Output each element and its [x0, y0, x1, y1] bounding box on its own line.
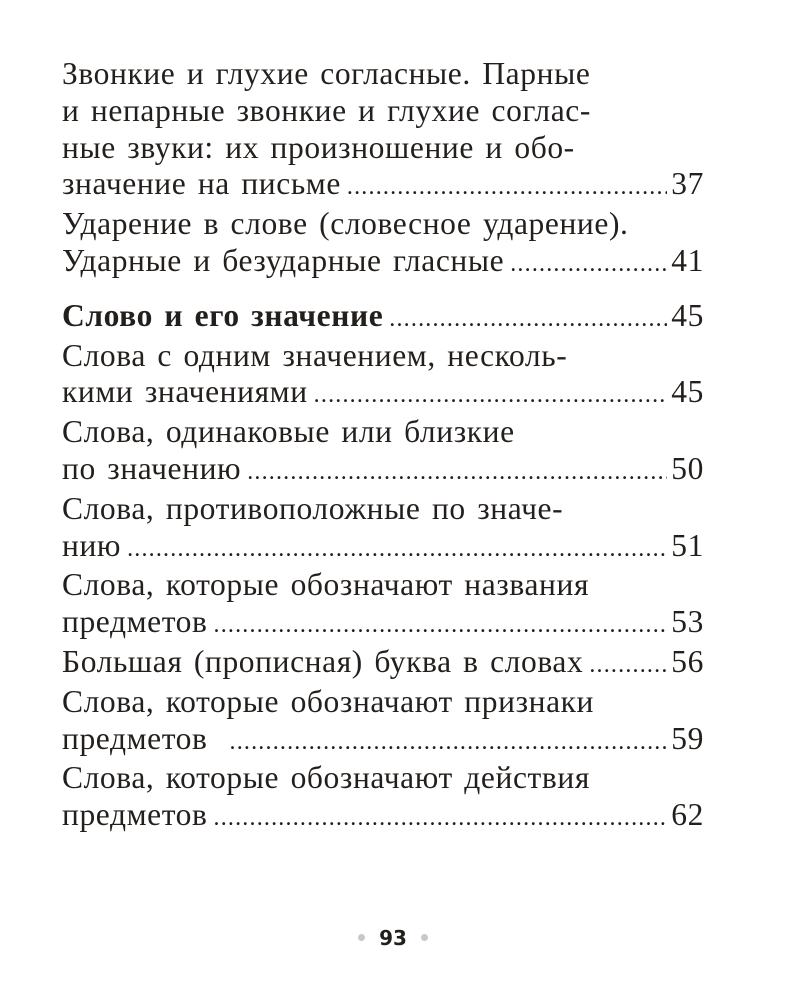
page-number: 37 — [671, 166, 704, 202]
page-number: 50 — [671, 450, 704, 486]
dot-leader — [127, 531, 667, 568]
toc-entry-voiced-voiceless-consonants[interactable] — [62, 56, 704, 206]
toc-entry-verbs[interactable] — [62, 760, 704, 837]
dot-leader — [314, 377, 668, 414]
toc-entry-text: Слова, которые обозначают названия — [62, 567, 590, 603]
page-number: 45 — [671, 297, 704, 333]
section-heading: Слово и его значение — [62, 297, 384, 333]
toc-entry-nouns[interactable] — [62, 567, 704, 644]
table-of-contents — [62, 56, 704, 837]
page-number: 41 — [671, 242, 704, 278]
toc-entry-text: Слова, противоположные по значе- — [62, 490, 564, 526]
toc-entry-text: Слова, одинаковые или близкие — [62, 414, 515, 450]
toc-entry-text: Слова, которые обозначают признаки — [62, 683, 595, 719]
toc-entry-antonyms[interactable] — [62, 491, 704, 568]
toc-entry-text: Слова, которые обозначают действия — [62, 760, 590, 796]
toc-entry-text: Ударение в слове (словесное ударение). — [62, 206, 629, 242]
page-footer — [0, 926, 786, 950]
page-number: 53 — [671, 604, 704, 640]
toc-entry-text: кими значениями — [62, 374, 308, 410]
page-number: 62 — [671, 797, 704, 833]
toc-entry-synonyms[interactable] — [62, 414, 704, 491]
toc-entry-adjectives[interactable] — [62, 684, 704, 761]
dot-leader — [214, 607, 668, 644]
folio-page-number: 93 — [379, 926, 407, 950]
dot-leader — [589, 647, 667, 684]
toc-entry-text: Ударные и безударные гласные — [62, 242, 505, 278]
dot-leader — [389, 301, 667, 338]
toc-entry-text: ные звуки: их произношение и обо- — [62, 129, 575, 165]
dot-leader — [230, 724, 668, 761]
toc-entry-capital-letter[interactable] — [62, 644, 704, 684]
page-number: 59 — [671, 720, 704, 756]
dot-leader — [347, 169, 667, 206]
page-number: 51 — [671, 527, 704, 563]
dot-leader — [247, 454, 667, 491]
page-number: 45 — [671, 374, 704, 410]
toc-entry-text: предметов — [62, 797, 208, 833]
dot-leader — [510, 246, 667, 283]
bullet-dot-icon — [421, 934, 428, 941]
toc-entry-single-multiple-meanings[interactable] — [62, 338, 704, 415]
toc-entry-text: нию — [62, 527, 122, 563]
bullet-dot-icon — [358, 934, 365, 941]
toc-entry-text: по значению — [62, 450, 242, 486]
dot-leader — [214, 800, 668, 837]
toc-entry-stress[interactable] — [62, 206, 704, 283]
toc-entry-text: предметов — [62, 720, 208, 756]
toc-entry-text: значение на письме — [62, 166, 341, 202]
toc-entry-text: Слова с одним значением, несколь- — [62, 337, 568, 373]
toc-entry-text: предметов — [62, 604, 208, 640]
toc-entry-text: и непарные звонкие и глухие соглас- — [62, 92, 591, 128]
toc-entry-text: Звонкие и глухие согласные. Парные — [62, 56, 591, 91]
toc-section-word-and-meaning[interactable] — [62, 298, 704, 338]
page-number: 56 — [671, 643, 704, 679]
section-spacer — [62, 283, 704, 298]
toc-entry-text: Большая (прописная) буква в словах — [62, 643, 584, 679]
